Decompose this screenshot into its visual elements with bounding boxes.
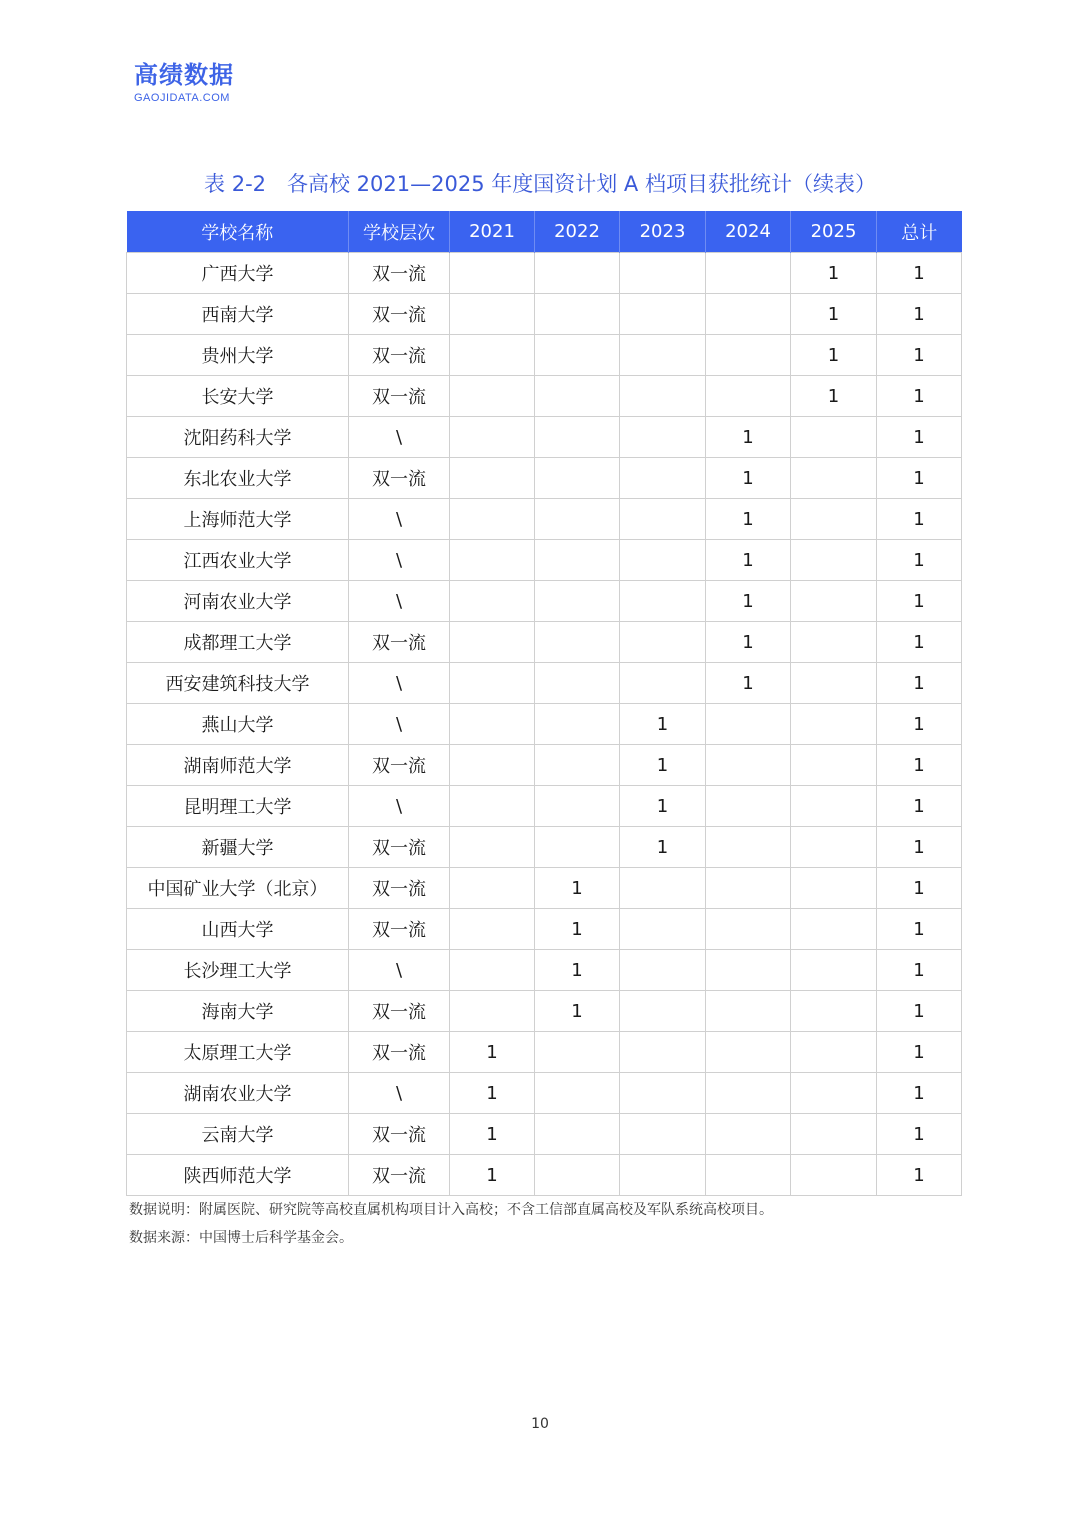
school-name-cell: 沈阳药科大学 [127, 417, 349, 458]
table-row [127, 704, 962, 745]
year-count-cell [706, 376, 791, 417]
year-count-cell [450, 335, 535, 376]
year-count-cell [706, 1155, 791, 1196]
column-header: 学校层次 [349, 211, 450, 253]
year-count-cell [535, 827, 620, 868]
year-count-cell [450, 294, 535, 335]
logo-subtitle: GAOJIDATA.COM [134, 92, 230, 104]
year-count-cell [450, 622, 535, 663]
year-count-cell [706, 704, 791, 745]
total-cell: 1 [877, 786, 962, 827]
year-count-cell [620, 622, 706, 663]
year-count-cell [706, 335, 791, 376]
year-count-cell [450, 540, 535, 581]
school-name-cell: 湖南农业大学 [127, 1073, 349, 1114]
page-number: 10 [531, 1416, 549, 1432]
school-name-cell: 西南大学 [127, 294, 349, 335]
year-count-cell [450, 827, 535, 868]
school-name-cell: 成都理工大学 [127, 622, 349, 663]
year-count-cell [535, 540, 620, 581]
year-count-cell: 1 [450, 1114, 535, 1155]
table-row [127, 581, 962, 622]
year-count-cell [791, 499, 877, 540]
table-row [127, 909, 962, 950]
year-count-cell: 1 [535, 991, 620, 1032]
school-level-cell: \ [349, 1073, 450, 1114]
year-count-cell [620, 1114, 706, 1155]
school-level-cell: 双一流 [349, 909, 450, 950]
school-level-cell: \ [349, 663, 450, 704]
notes [129, 1196, 773, 1252]
year-count-cell [791, 581, 877, 622]
school-level-cell: \ [349, 417, 450, 458]
school-level-cell: 双一流 [349, 991, 450, 1032]
total-cell: 1 [877, 622, 962, 663]
year-count-cell [791, 1073, 877, 1114]
year-count-cell: 1 [791, 335, 877, 376]
school-name-cell: 西安建筑科技大学 [127, 663, 349, 704]
total-cell: 1 [877, 745, 962, 786]
year-count-cell [620, 335, 706, 376]
total-cell: 1 [877, 827, 962, 868]
school-level-cell: 双一流 [349, 335, 450, 376]
table-row [127, 1114, 962, 1155]
year-count-cell [535, 1114, 620, 1155]
year-count-cell [535, 458, 620, 499]
school-name-cell: 山西大学 [127, 909, 349, 950]
total-cell: 1 [877, 704, 962, 745]
year-count-cell [620, 294, 706, 335]
total-cell: 1 [877, 294, 962, 335]
year-count-cell: 1 [450, 1032, 535, 1073]
year-count-cell [620, 376, 706, 417]
school-level-cell: 双一流 [349, 1032, 450, 1073]
year-count-cell [791, 827, 877, 868]
year-count-cell: 1 [620, 704, 706, 745]
year-count-cell [791, 458, 877, 499]
logo-title: 高绩数据 [134, 61, 234, 89]
table-row [127, 622, 962, 663]
total-cell: 1 [877, 950, 962, 991]
year-count-cell [450, 253, 535, 294]
year-count-cell [450, 458, 535, 499]
school-level-cell: 双一流 [349, 458, 450, 499]
year-count-cell [791, 745, 877, 786]
table-title: 表 2-2 各高校 2021—2025 年度国资计划 A 档项目获批统计（续表） [204, 172, 876, 196]
year-count-cell [450, 704, 535, 745]
year-count-cell [706, 827, 791, 868]
school-name-cell: 燕山大学 [127, 704, 349, 745]
table-row [127, 786, 962, 827]
year-count-cell [620, 458, 706, 499]
year-count-cell [535, 581, 620, 622]
year-count-cell [791, 1155, 877, 1196]
school-name-cell: 新疆大学 [127, 827, 349, 868]
year-count-cell [450, 376, 535, 417]
year-count-cell [535, 704, 620, 745]
school-level-cell: \ [349, 704, 450, 745]
school-level-cell: \ [349, 540, 450, 581]
school-level-cell: 双一流 [349, 1114, 450, 1155]
table-row [127, 499, 962, 540]
table-row [127, 376, 962, 417]
year-count-cell [535, 294, 620, 335]
year-count-cell: 1 [706, 622, 791, 663]
year-count-cell: 1 [620, 827, 706, 868]
year-count-cell [706, 1032, 791, 1073]
table-row [127, 253, 962, 294]
table-row [127, 1032, 962, 1073]
year-count-cell [535, 376, 620, 417]
year-count-cell [535, 253, 620, 294]
year-count-cell [706, 745, 791, 786]
school-level-cell: 双一流 [349, 622, 450, 663]
school-name-cell: 太原理工大学 [127, 1032, 349, 1073]
year-count-cell [620, 253, 706, 294]
year-count-cell [450, 786, 535, 827]
year-count-cell [450, 991, 535, 1032]
school-level-cell: 双一流 [349, 745, 450, 786]
year-count-cell [450, 581, 535, 622]
year-count-cell: 1 [620, 786, 706, 827]
table-row [127, 458, 962, 499]
school-name-cell: 云南大学 [127, 1114, 349, 1155]
year-count-cell: 1 [706, 499, 791, 540]
year-count-cell [450, 663, 535, 704]
column-header: 2023 [620, 211, 706, 253]
table-row [127, 745, 962, 786]
year-count-cell: 1 [620, 745, 706, 786]
table-row [127, 294, 962, 335]
total-cell: 1 [877, 909, 962, 950]
total-cell: 1 [877, 458, 962, 499]
year-count-cell [791, 1114, 877, 1155]
table-row [127, 663, 962, 704]
total-cell: 1 [877, 1032, 962, 1073]
year-count-cell: 1 [706, 581, 791, 622]
year-count-cell [535, 745, 620, 786]
total-cell: 1 [877, 581, 962, 622]
total-cell: 1 [877, 335, 962, 376]
total-cell: 1 [877, 1155, 962, 1196]
school-name-cell: 江西农业大学 [127, 540, 349, 581]
school-level-cell: 双一流 [349, 868, 450, 909]
year-count-cell: 1 [706, 458, 791, 499]
school-name-cell: 中国矿业大学（北京） [127, 868, 349, 909]
year-count-cell [535, 417, 620, 458]
year-count-cell: 1 [535, 868, 620, 909]
school-name-cell: 长安大学 [127, 376, 349, 417]
school-name-cell: 东北农业大学 [127, 458, 349, 499]
school-name-cell: 贵州大学 [127, 335, 349, 376]
year-count-cell: 1 [706, 417, 791, 458]
school-level-cell: 双一流 [349, 827, 450, 868]
school-level-cell: 双一流 [349, 253, 450, 294]
table-row [127, 335, 962, 376]
table-row [127, 950, 962, 991]
year-count-cell [535, 663, 620, 704]
year-count-cell [791, 1032, 877, 1073]
year-count-cell [620, 663, 706, 704]
year-count-cell [620, 1032, 706, 1073]
school-level-cell: \ [349, 499, 450, 540]
total-cell: 1 [877, 253, 962, 294]
school-name-cell: 河南农业大学 [127, 581, 349, 622]
year-count-cell [706, 1073, 791, 1114]
year-count-cell [620, 950, 706, 991]
table-header-row [127, 211, 962, 253]
year-count-cell [535, 1155, 620, 1196]
year-count-cell: 1 [791, 376, 877, 417]
column-header: 总计 [877, 211, 962, 253]
year-count-cell [535, 335, 620, 376]
year-count-cell [706, 950, 791, 991]
year-count-cell [620, 581, 706, 622]
school-level-cell: \ [349, 950, 450, 991]
year-count-cell [450, 950, 535, 991]
year-count-cell [791, 909, 877, 950]
total-cell: 1 [877, 376, 962, 417]
year-count-cell [706, 991, 791, 1032]
year-count-cell [535, 622, 620, 663]
table-row [127, 1073, 962, 1114]
year-count-cell: 1 [535, 909, 620, 950]
year-count-cell: 1 [535, 950, 620, 991]
total-cell: 1 [877, 868, 962, 909]
year-count-cell [791, 622, 877, 663]
year-count-cell: 1 [706, 540, 791, 581]
statistics-table [126, 211, 962, 1196]
column-header: 2021 [450, 211, 535, 253]
year-count-cell [706, 868, 791, 909]
column-header: 2024 [706, 211, 791, 253]
school-level-cell: \ [349, 581, 450, 622]
column-header: 学校名称 [127, 211, 349, 253]
year-count-cell [535, 786, 620, 827]
year-count-cell [620, 540, 706, 581]
school-name-cell: 陕西师范大学 [127, 1155, 349, 1196]
school-name-cell: 海南大学 [127, 991, 349, 1032]
year-count-cell [535, 1073, 620, 1114]
school-name-cell: 长沙理工大学 [127, 950, 349, 991]
year-count-cell [450, 909, 535, 950]
total-cell: 1 [877, 499, 962, 540]
school-name-cell: 湖南师范大学 [127, 745, 349, 786]
year-count-cell [791, 540, 877, 581]
data-source: 数据来源：中国博士后科学基金会。 [129, 1230, 353, 1246]
year-count-cell [791, 868, 877, 909]
total-cell: 1 [877, 417, 962, 458]
column-header: 2022 [535, 211, 620, 253]
data-explanation: 数据说明：附属医院、研究院等高校直属机构项目计入高校；不含工信部直属高校及军队系统高校项目。 [129, 1202, 773, 1218]
school-name-cell: 上海师范大学 [127, 499, 349, 540]
table-body [127, 253, 962, 1196]
year-count-cell: 1 [450, 1155, 535, 1196]
table-row [127, 868, 962, 909]
total-cell: 1 [877, 663, 962, 704]
year-count-cell [620, 868, 706, 909]
year-count-cell: 1 [791, 253, 877, 294]
year-count-cell [450, 417, 535, 458]
year-count-cell [450, 868, 535, 909]
year-count-cell [791, 417, 877, 458]
year-count-cell [450, 745, 535, 786]
total-cell: 1 [877, 540, 962, 581]
year-count-cell [450, 499, 535, 540]
year-count-cell [706, 294, 791, 335]
table-row [127, 991, 962, 1032]
table-row [127, 827, 962, 868]
year-count-cell [620, 417, 706, 458]
school-name-cell: 广西大学 [127, 253, 349, 294]
year-count-cell [620, 1155, 706, 1196]
total-cell: 1 [877, 1073, 962, 1114]
school-level-cell: 双一流 [349, 376, 450, 417]
brand-logo [134, 60, 234, 105]
table-row [127, 1155, 962, 1196]
year-count-cell [620, 991, 706, 1032]
column-header: 2025 [791, 211, 877, 253]
year-count-cell [620, 909, 706, 950]
year-count-cell [706, 1114, 791, 1155]
year-count-cell [535, 1032, 620, 1073]
total-cell: 1 [877, 991, 962, 1032]
year-count-cell [706, 253, 791, 294]
table-row [127, 417, 962, 458]
year-count-cell: 1 [706, 663, 791, 704]
school-level-cell: \ [349, 786, 450, 827]
year-count-cell [791, 786, 877, 827]
year-count-cell [791, 704, 877, 745]
year-count-cell [706, 909, 791, 950]
year-count-cell [791, 950, 877, 991]
year-count-cell: 1 [791, 294, 877, 335]
year-count-cell [791, 991, 877, 1032]
year-count-cell [620, 499, 706, 540]
year-count-cell: 1 [450, 1073, 535, 1114]
school-name-cell: 昆明理工大学 [127, 786, 349, 827]
school-level-cell: 双一流 [349, 1155, 450, 1196]
year-count-cell [620, 1073, 706, 1114]
table-row [127, 540, 962, 581]
year-count-cell [706, 786, 791, 827]
school-level-cell: 双一流 [349, 294, 450, 335]
year-count-cell [791, 663, 877, 704]
total-cell: 1 [877, 1114, 962, 1155]
year-count-cell [535, 499, 620, 540]
